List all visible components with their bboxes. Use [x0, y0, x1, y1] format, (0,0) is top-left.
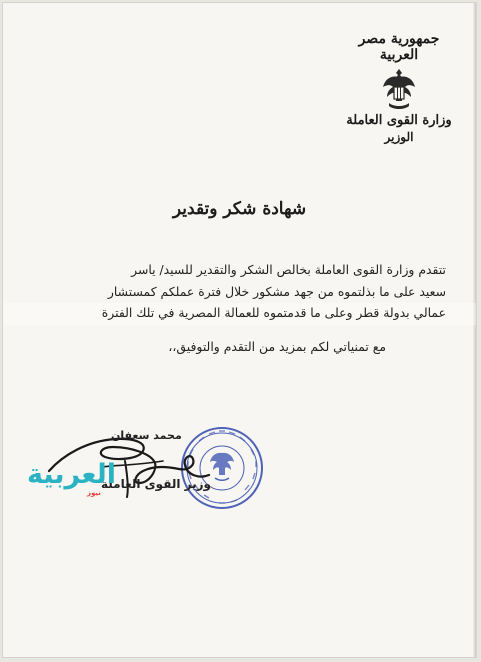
republic-name: جمهورية مصر العربية	[358, 31, 440, 63]
alarabiya-logo	[27, 459, 116, 497]
eagle-emblem-icon	[381, 65, 417, 111]
signatory-name: محمد سعفان	[111, 429, 182, 442]
body-line: سعيد على ما بذلتموه من جهد مشكور خلال فترة عملكم كمستشار	[107, 283, 446, 299]
logo-news-label: نيوز	[87, 489, 101, 497]
certificate-body	[19, 259, 446, 357]
body-line: عمالي بدولة قطر وعلى ما قدمتموه للعمالة المصرية في تلك الفترة	[101, 305, 446, 320]
closing-line: مع تمنياتي لكم بمزيد من التقدم والتوفيق،،	[168, 338, 386, 354]
signatory-title: وزير القوى العاملة	[101, 477, 211, 491]
certificate-title: شهادة شكر وتقدير	[172, 199, 307, 219]
document-page	[2, 2, 477, 658]
scan-edge	[473, 3, 476, 657]
ministry-name: وزارة القوى العاملة	[346, 113, 452, 128]
body-line: تتقدم وزارة القوى العاملة بخالص الشكر والتقدير للسيد/ ياسر	[131, 262, 446, 277]
logo-text: العربية	[27, 459, 116, 490]
office-name: الوزير	[384, 130, 414, 144]
letterhead	[344, 31, 454, 144]
